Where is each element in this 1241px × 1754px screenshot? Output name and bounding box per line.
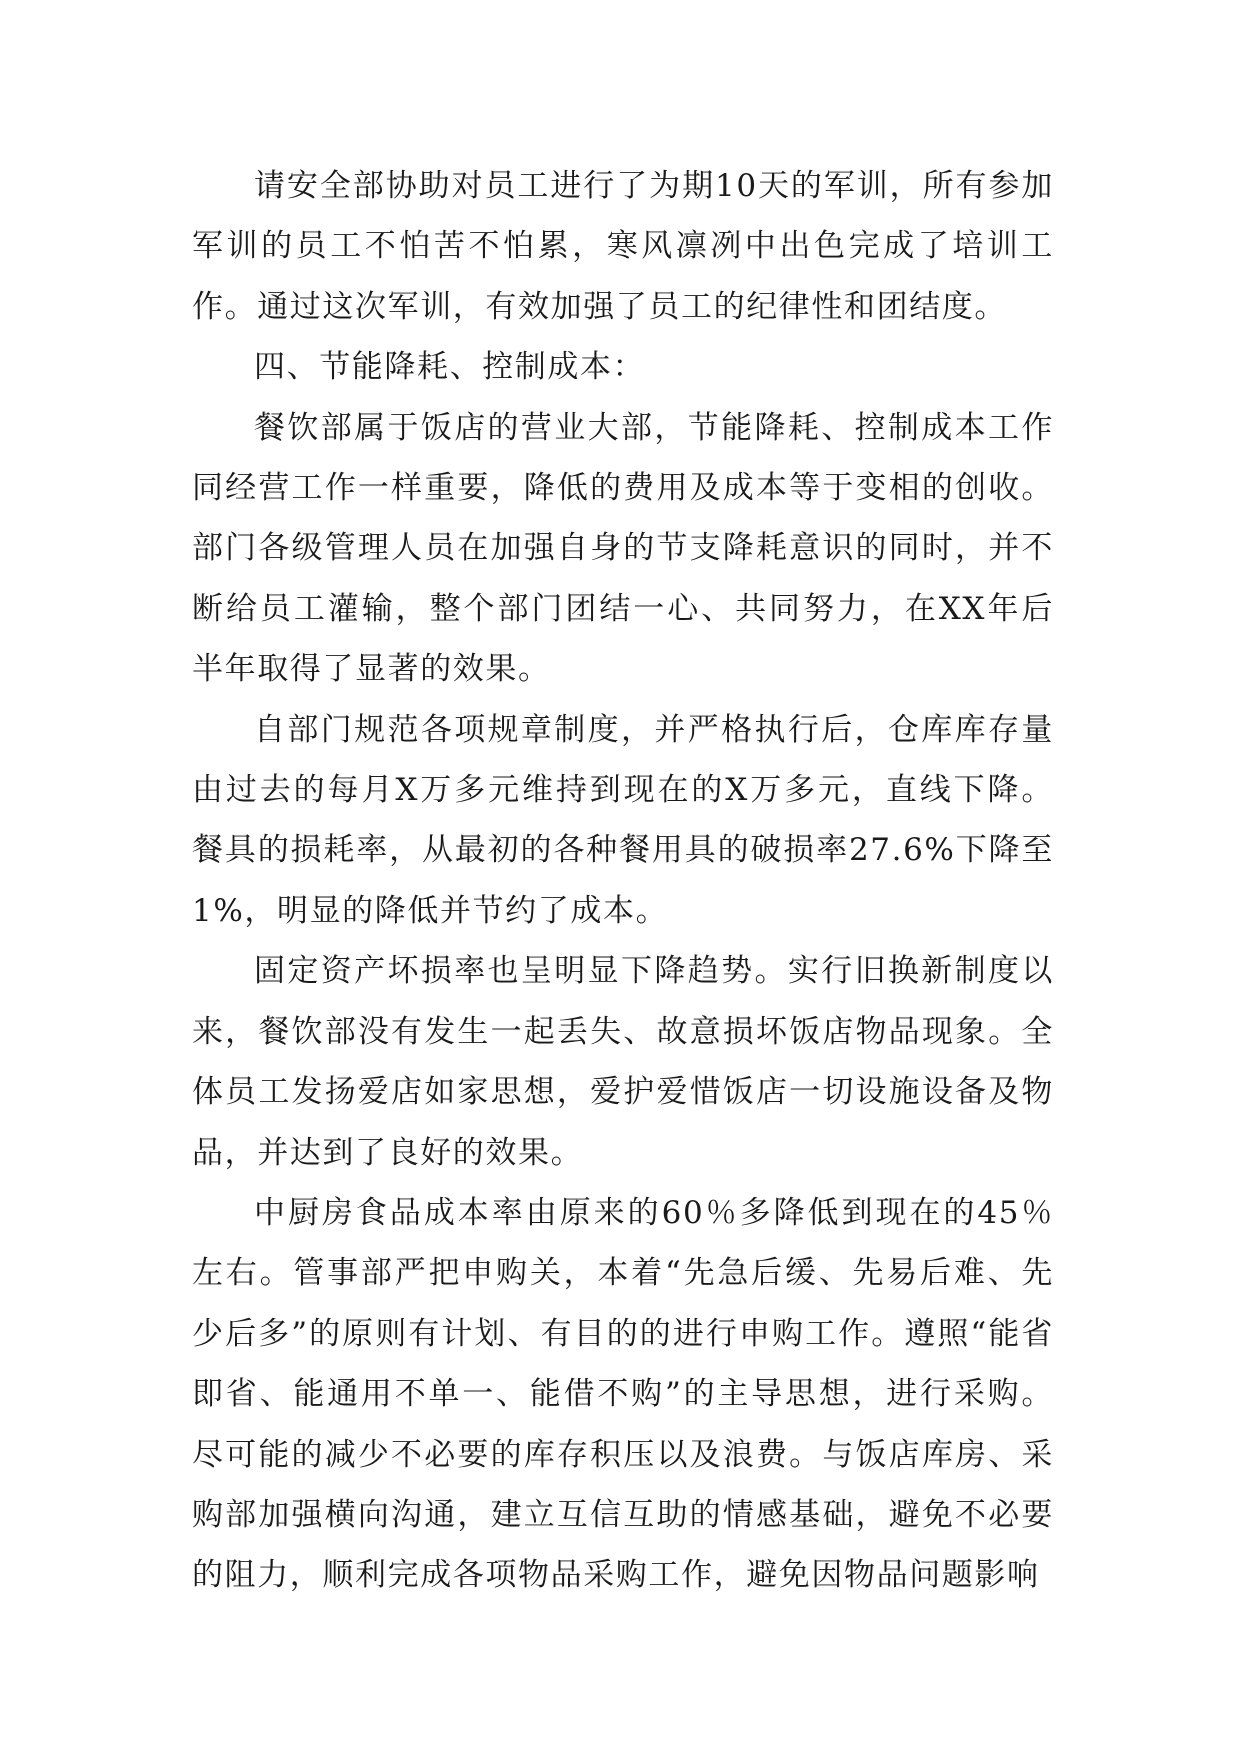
section-heading-energy-saving: 四、节能降耗、控制成本： [254,349,646,386]
paragraph-fixed-assets: 固定资产坏损率也呈明显下降趋势。实行旧换新制度以来，餐饮部没有发生一起丢失、故意损坏饭店物品现象。全体员工发扬爱店如家思想，爱护爱惜饭店一切设施设备及物品，并达到了良好的效果。 [192,953,1054,1171]
paragraph-food-cost: 中厨房食品成本率由原来的60％多降低到现在的45％左右。管事部严把申购关，本着“先急后缓、先易后难、先少后多”的原则有计划、有目的的进行申购工作。遵照“能省即省、能通用不单一、能借不购”的主导思想，进行采购。尽可能的减少不必要的库存积压以及浪费。与饭店库房、采购部加强横向沟通，建立互信互助的情感基础，避免不必要的阻力，顺利完成各项物品采购工作，避免因物品问题影响 [192,1194,1054,1594]
document-body [192,156,1054,1606]
paragraph-military-training: 请安全部协助对员工进行了为期10天的军训，所有参加军训的员工不怕苦不怕累，寒风凛冽中出色完成了培训工作。通过这次军训，有效加强了员工的纪律性和团结度。 [192,168,1054,325]
paragraph-cost-control: 餐饮部属于饭店的营业大部，节能降耗、控制成本工作同经营工作一样重要，降低的费用及成本等于变相的创收。部门各级管理人员在加强自身的节支降耗意识的同时，并不断给员工灌输，整个部门团结一心、共同努力，在XX年后半年取得了显著的效果。 [192,409,1054,688]
paragraph-inventory-reduction: 自部门规范各项规章制度，并严格执行后，仓库库存量由过去的每月X万多元维持到现在的X万多元，直线下降。餐具的损耗率，从最初的各种餐用具的破损率27.6%下降至1%，明显的降低并节约了成本。 [192,711,1054,929]
